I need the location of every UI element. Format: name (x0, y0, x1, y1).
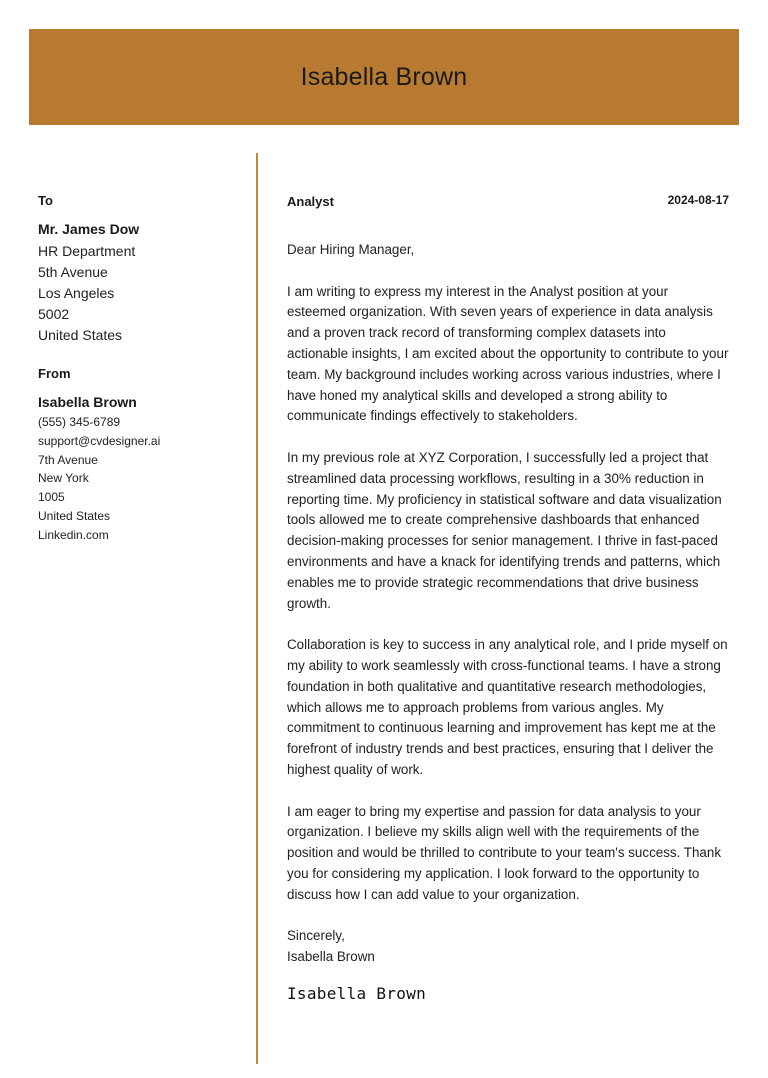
sender-website: Linkedin.com (38, 527, 109, 542)
recipient-department: HR Department (38, 243, 136, 259)
sender-name: Isabella Brown (38, 394, 137, 410)
position-title: Analyst (287, 194, 334, 209)
paragraph-1: I am writing to express my interest in the Analyst position at your esteemed organization. With seven years of experience in data analysis and a proven track record of transforming complex datasets into actionable insights, I am excited about the opportunity to contribute to your team. My background includes working across various industries, where I have honed my analytical skills and developed a strong ability to communicate findings effectively to stakeholders. (287, 283, 729, 424)
sender-street: 7th Avenue (38, 452, 98, 467)
recipient-name: Mr. James Dow (38, 221, 140, 237)
signature: Isabella Brown (287, 984, 427, 1003)
closing: Sincerely, (287, 928, 345, 944)
greeting: Dear Hiring Manager, (287, 242, 415, 257)
sender-postal-code: 1005 (38, 490, 65, 505)
letter-meta (287, 193, 729, 213)
applicant-name: Isabella Brown (300, 62, 468, 91)
closing-block (287, 926, 729, 968)
closing-name: Isabella Brown (287, 949, 375, 965)
paragraph-3: Collaboration is key to success in any analytical role, and I pride myself on my ability to work seamlessly with cross-functional teams. I have a strong foundation in both qualitative and quantitative research methodologies, which allows me to approach problems from various angles. My commitment to continuous learning and improvement has kept me at the forefront of industry trends and best practices, ensuring that I deliver the highest quality of work. (287, 637, 728, 777)
recipient-country: United States (38, 327, 123, 343)
from-label: From (38, 366, 71, 381)
recipient-address (38, 241, 135, 346)
to-label: To (38, 193, 53, 208)
paragraph-2: In my previous role at XYZ Corporation, I successfully led a project that streamlined data processing workflows, resulting in a 30% reduction in reporting time. My proficiency in statistical software and data visualization tools allowed me to create comprehensive dashboards that enhanced decision-making processes for senior management. I thrive in fast-paced environments and have a knack for identifying trends and patterns, which enables me to provide strategic recommendations that drive business growth. (287, 449, 722, 611)
recipient-street: 5th Avenue (38, 264, 108, 280)
letter-date: 2024-08-17 (667, 193, 729, 207)
column-divider (256, 153, 258, 1064)
sender-phone: (555) 345-6789 (38, 415, 121, 429)
sender-email: support@cvdesigner.ai (38, 433, 161, 448)
sender-city: New York (38, 471, 89, 486)
sender-country: United States (38, 508, 111, 523)
header-banner (29, 29, 739, 125)
recipient-postal-code: 5002 (38, 306, 70, 322)
letter-body (287, 240, 729, 968)
sender-details (38, 413, 160, 545)
paragraph-4: I am eager to bring my expertise and passion for data analysis to your organization. I believe my skills align well with the requirements of the position and would be thrilled to contribute to your team's success. Thank you for considering my application. I look forward to the opportunity to discuss how I can add value to your organization. (287, 803, 722, 902)
recipient-city: Los Angeles (38, 285, 115, 301)
